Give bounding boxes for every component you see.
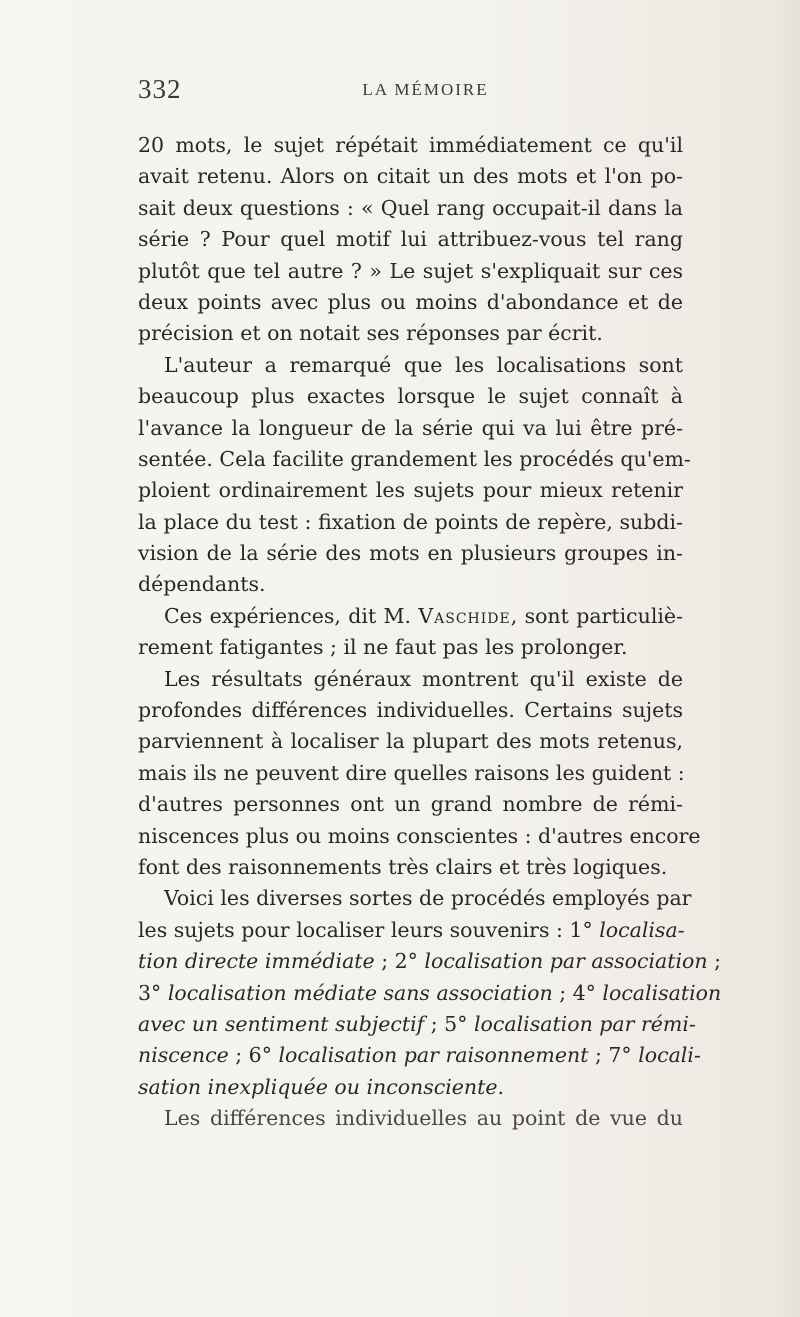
text-line-mixed — [138, 1072, 683, 1103]
text-line: sentée. Cela facilite grandement les procédés qu'em- — [138, 446, 691, 471]
text-fragment: , sont particuliè- — [510, 603, 683, 628]
author-name: Vaschide — [418, 603, 511, 628]
page-number: 332 — [138, 74, 182, 104]
text-line: plutôt que tel autre ? » Le sujet s'expliquait sur ces — [138, 258, 683, 283]
text-fragment: ; — [707, 949, 722, 974]
text-line: vision de la série des mots en plusieurs groupes in- — [138, 541, 683, 566]
text-fragment: ; 2° — [374, 949, 425, 974]
page-header — [138, 74, 683, 110]
text-fragment: ; 4° — [552, 980, 603, 1005]
text-line: beaucoup plus exactes lorsque le sujet connaît à — [138, 384, 683, 409]
text-line: font des raisonnements très clairs et très logiques. — [138, 854, 668, 879]
text-line: sait deux questions : « Quel rang occupait-il dans la — [138, 195, 683, 220]
text-line: la place du test : fixation de points de repère, subdi- — [138, 509, 683, 534]
italic-term: localisa- — [599, 917, 685, 942]
text-line: ploient ordinairement les sujets pour mieux retenir — [138, 478, 683, 503]
text-line: Les résultats généraux montrent qu'il existe de — [164, 666, 683, 691]
text-line-mixed — [138, 1040, 701, 1071]
text-line-author — [138, 601, 683, 632]
italic-term: avec un sentiment subjectif — [138, 1011, 425, 1036]
italic-term: niscence — [138, 1043, 229, 1068]
text-line: L'auteur a remarqué que les localisations sont — [164, 352, 683, 377]
text-line: niscences plus ou moins conscientes : d'autres encore — [138, 823, 701, 848]
text-line: 20 mots, le sujet répétait immédiatement ce qu'il — [138, 133, 683, 157]
text-line: précision et on notait ses réponses par écrit. — [138, 321, 603, 346]
text-line: rement fatigantes ; il ne faut pas les prolonger. — [138, 635, 628, 660]
text-line-mixed — [138, 915, 683, 946]
italic-term: localisation — [602, 980, 722, 1005]
text-line: dépendants. — [138, 572, 266, 597]
text-fragment: . — [497, 1074, 505, 1099]
text-line: d'autres personnes ont un grand nombre de rémi- — [138, 792, 683, 817]
text-fragment: Ces expériences, dit M. — [164, 603, 419, 628]
italic-term: sation inexpliquée ou inconsciente — [138, 1074, 498, 1099]
text-line-mixed — [138, 978, 722, 1009]
italic-term: localisation par association — [424, 949, 708, 974]
text-line: Les différences individuelles au point de vue du — [164, 1106, 683, 1131]
text-line-mixed — [138, 946, 722, 977]
text-fragment: ; 6° — [228, 1043, 279, 1068]
running-head: LA MÉMOIRE — [362, 80, 489, 99]
text-line: avait retenu. Alors on citait un des mots et l'on po- — [138, 164, 683, 189]
text-fragment: 3° — [138, 980, 168, 1005]
text-fragment: ; 7° — [588, 1043, 639, 1068]
text-line: profondes différences individuelles. Certains sujets — [138, 698, 683, 723]
text-fragment: ; 5° — [424, 1011, 474, 1036]
body-text — [138, 130, 722, 1135]
italic-term: localisation médiate sans association — [167, 980, 553, 1005]
text-line: série ? Pour quel motif lui attribuez-vous tel rang — [138, 227, 683, 252]
italic-term: locali- — [638, 1043, 701, 1068]
text-line: Voici les diverses sortes de procédés employés par — [164, 886, 692, 911]
text-fragment: les sujets pour localiser leurs souvenirs : 1° — [138, 917, 600, 942]
text-line: l'avance la longueur de la série qui va lui être pré- — [138, 415, 683, 440]
italic-term: localisation par rémi- — [473, 1011, 696, 1036]
text-line: deux points avec plus ou moins d'abondance et de — [138, 289, 683, 314]
italic-term: tion directe immédiate — [138, 949, 375, 974]
italic-term: localisation par raisonnement — [278, 1043, 589, 1068]
text-line: parviennent à localiser la plupart des mots retenus, — [138, 729, 683, 754]
text-line-mixed — [138, 1009, 696, 1040]
text-line: mais ils ne peuvent dire quelles raisons les guident : — [138, 760, 685, 785]
